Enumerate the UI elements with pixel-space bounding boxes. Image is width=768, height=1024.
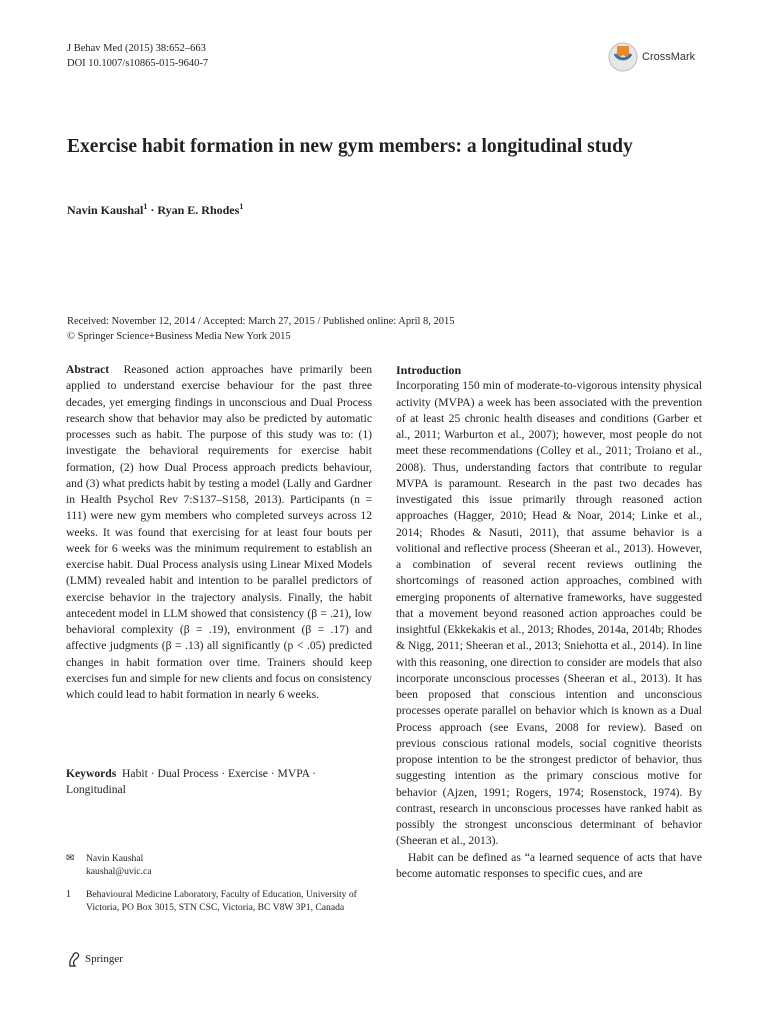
journal-citation: J Behav Med (2015) 38:652–663 — [67, 43, 206, 54]
crossmark-label: CrossMark — [642, 51, 696, 63]
keywords-label: Keywords — [66, 767, 117, 780]
introduction-section — [396, 362, 702, 882]
journal-header — [67, 41, 208, 71]
author-name[interactable]: Navin Kaushal — [67, 203, 144, 217]
keywords-list: Habit · Dual Process · Exercise · MVPA · Longitudinal — [66, 767, 317, 797]
abstract — [66, 362, 372, 703]
correspondence-note — [66, 852, 372, 878]
copyright-line: © Springer Science+Business Media New York 2015 — [67, 331, 291, 342]
affiliation-marker: 1 — [143, 202, 148, 211]
abstract-label: Abstract — [66, 363, 110, 376]
section-heading: Introduction — [396, 363, 462, 377]
affiliation-number: 1 — [66, 889, 71, 900]
contact-email[interactable]: kaushal@uvic.ca — [86, 866, 152, 877]
doi[interactable]: DOI 10.1007/s10865-015-9640-7 — [67, 58, 209, 69]
crossmark-badge[interactable] — [608, 40, 695, 74]
received-dates: Received: November 12, 2014 / Accepted: March 27, 2015 / Published online: April 8, 2015 — [67, 316, 455, 327]
author-list — [67, 202, 243, 218]
intro-paragraph: Incorporating 150 min of moderate-to-vigorous intensity physical activity (MVPA) a week has been associated with the prevention of at least 25 chronic health diseases and conditions (Garber et al., 2011; Warburton et al., 2007); however, most people do not meet these recommendations (Colley et al., 2011; Troiano et al., 2008). Thus, understanding factors that contribute to regular MVPA is paramount. Research in the past two decades has investigated this issue primarily through reasoned action approaches (Hagger, 2010; Head & Noar, 2014; Linke et al., 2014; Rhodes & Nasuti, 2011), that assume behavior is a volitional and reflective process (Sheeran et al., 2013). However, a combination of several recent reviews outlining the shortcomings of reasoned action approaches, combined with emerging proponents of alternative frameworks, have suggested that a movement beyond reasoned action approaches could be insightful (Ekkekakis et al., 2013; Rhodes, 2014a, 2014b; Rhodes & Nigg, 2011; Sheeran et al., 2013; Sniehotta et al., 2014). In line with this reasoning, one direction to consider are models that also incorporate unconscious processes (Sheeran et al., 2013). It has been proposed that conscious intention and unconscious processes operate parallel on behavior which is known as a Dual Process approach (see Evans, 2008 for review). Based on previous conscious rational models, social cognitive theorists propose intention to be the strongest predictor of behavior, thus suggesting intention as the primary conscious motive for behavior (Ajzen, 1991; Rogers, 1974; Rosenstock, 1974). By contrast, research in unconscious processes have ranked habit as possibly the strongest unconscious determinant of behavior (Sheeran et al., 2013). — [396, 379, 702, 848]
affiliation-note — [66, 888, 372, 914]
publication-history — [67, 314, 455, 344]
page-footer — [67, 951, 123, 967]
springer-horse-icon — [67, 951, 81, 967]
abstract-text: Reasoned action approaches have primarily been applied to understand exercise behaviour for the past three decades, yet emerging findings in unconscious and Dual Process research show that behavior may also be predicted by automatic processes such as habit. The purpose of this study was to: (1) investigate the behavioral requirements for exercise habit formation, (2) how Dual Process approach predicts behaviour, and (3) what predicts habit by testing a model (Lally and Gardner in Health Psychol Rev 7:S137–S158, 2013). Participants (n = 111) were new gym members who completed surveys across 12 weeks. It was found that exercising for at least four bouts per week for 6 weeks was the minimum requirement to establish an exercise habit. Dual Process analysis using Linear Mixed Models (LMM) revealed habit and intention to be parallel predictors of exercise behavior in the trajectory analysis. Finally, the habit antecedent model in LLM showed that consistency (β = .21), low behavioral complexity (β = .19), environment (β = .17) and affective judgments (β = .13) all significantly (p < .05) predicted changes in habit formation over time. Trainers should keep exercises fun and simple for new clients and focus on consistency which could lead to habit formation in nearly 6 weeks. — [66, 363, 373, 701]
affiliation-marker: 1 — [239, 202, 244, 211]
affiliation-text: Behavioural Medicine Laboratory, Faculty of Education, University of Victoria, PO Box 3015, STN CSC, Victoria, BC V8W 3P1, Canada — [86, 889, 357, 913]
author-separator: · — [147, 203, 158, 217]
paper-title: Exercise habit formation in new gym members: a longitudinal study — [67, 136, 633, 157]
envelope-icon: ✉ — [66, 853, 75, 864]
footnotes — [66, 852, 372, 924]
author-name[interactable]: Ryan E. Rhodes — [157, 203, 240, 217]
intro-paragraph: Habit can be defined as “a learned sequence of acts that have become automatic responses to specific cues, and are — [396, 850, 702, 880]
contact-name: Navin Kaushal — [86, 853, 144, 864]
keywords — [66, 766, 372, 799]
crossmark-icon — [608, 40, 638, 74]
publisher-name: Springer — [85, 953, 123, 965]
